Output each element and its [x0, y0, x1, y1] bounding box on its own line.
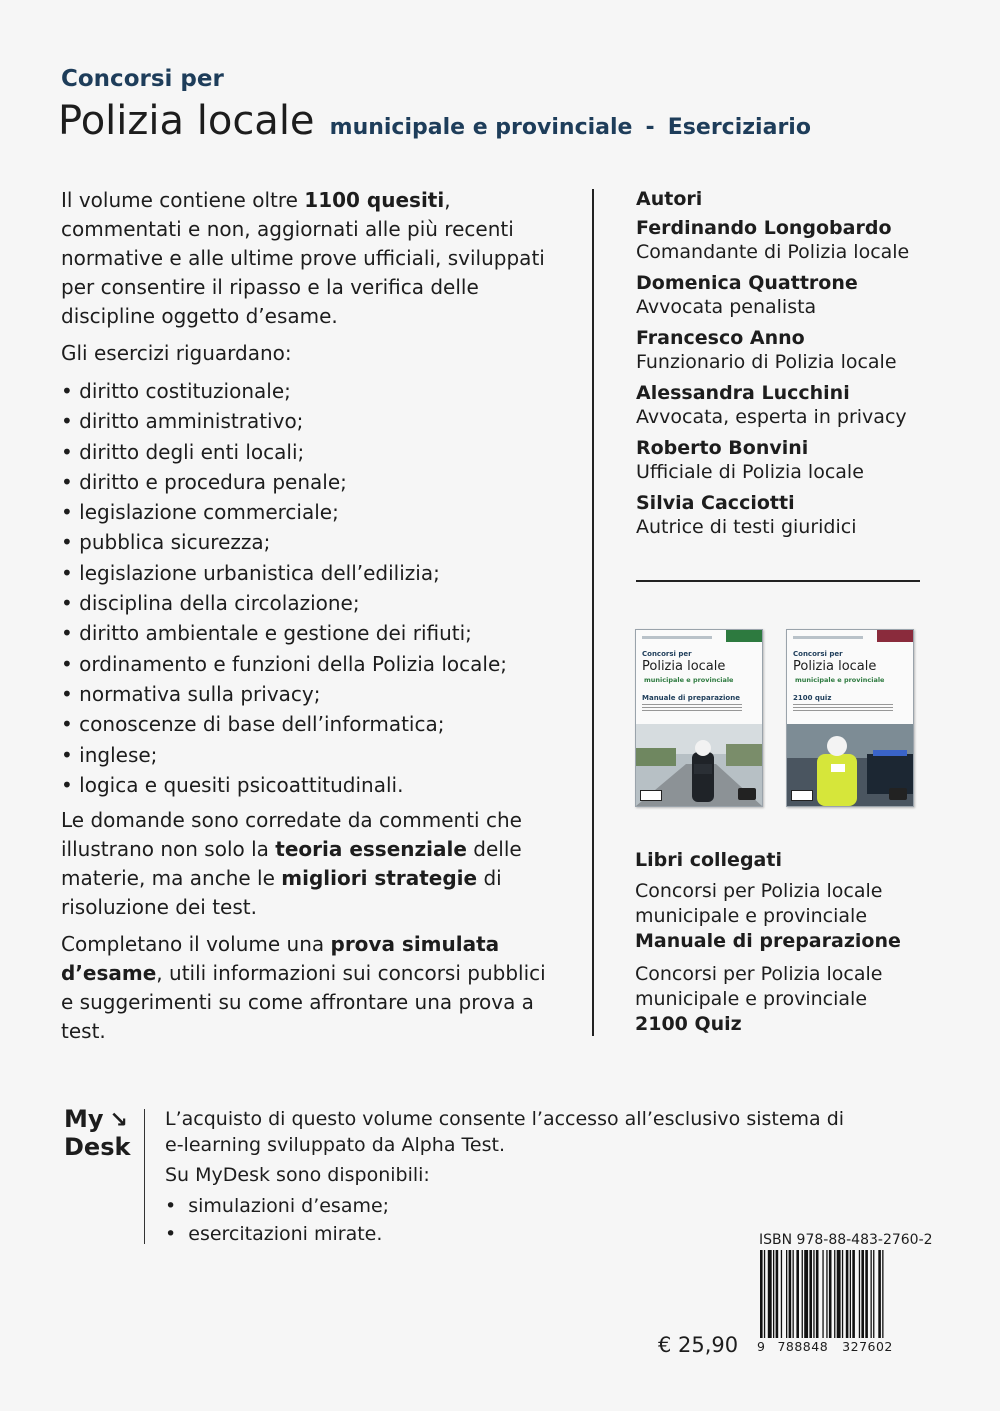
comments-paragraph	[61, 806, 561, 922]
cover-label: Manuale di preparazione	[642, 694, 740, 702]
cover-subtitle: municipale e provinciale	[795, 676, 885, 684]
comments-highlight: teoria essenziale	[275, 837, 467, 862]
cover-title: Polizia locale	[793, 659, 877, 674]
barcode-bar	[837, 1250, 841, 1338]
comments-text: delle materie, ma anche le	[61, 837, 522, 891]
author-name: Silvia Cacciotti	[636, 492, 795, 514]
barcode-bar	[764, 1250, 765, 1338]
description	[61, 186, 561, 1054]
list-item: • diritto costituzionale;	[61, 376, 561, 406]
book-line: municipale e provinciale	[635, 988, 868, 1010]
barcode-bar	[882, 1250, 883, 1338]
completion-paragraph	[61, 930, 561, 1046]
barcode-bar	[822, 1250, 823, 1338]
barcode-bar	[768, 1250, 772, 1338]
cover-badge	[791, 790, 813, 801]
barcode-bar	[829, 1250, 832, 1338]
author-role: Ufficiale di Polizia locale	[636, 461, 864, 483]
list-item: • diritto ambientale e gestione dei rifiuti;	[61, 618, 561, 648]
completion-text: Completano il volume una	[61, 932, 331, 957]
mydesk-logo	[64, 1106, 130, 1161]
comments-text: Le domande sono corredate da commenti che illustrano non solo la	[61, 808, 522, 862]
author-role: Avvocata, esperta in privacy	[636, 406, 907, 428]
cover-kicker: Concorsi per	[642, 650, 692, 658]
mydesk-logo-my: My	[64, 1105, 104, 1133]
barcode-digit-group: 788848	[777, 1339, 829, 1354]
mydesk-divider	[144, 1109, 145, 1244]
barcode-digit-first: 9	[757, 1339, 766, 1354]
book-line: Concorsi per Polizia locale	[635, 963, 883, 985]
barcode-bar	[789, 1250, 792, 1338]
barcode-bar	[859, 1250, 860, 1338]
header-kicker: Concorsi per	[61, 66, 224, 92]
author-name: Roberto Bonvini	[636, 437, 809, 459]
author-role: Funzionario di Polizia locale	[636, 351, 897, 373]
barcode-bar	[796, 1250, 799, 1338]
list-item: • ordinamento e funzioni della Polizia locale;	[61, 649, 561, 679]
related-books	[635, 847, 965, 1045]
barcode-bar	[878, 1250, 881, 1338]
barcode-bar	[816, 1250, 819, 1338]
author-name: Alessandra Lucchini	[636, 382, 850, 404]
topics-list	[61, 376, 561, 800]
author-name: Francesco Anno	[636, 327, 805, 349]
intro-highlight: 1100 quesiti	[304, 188, 445, 212]
list-item: • diritto e procedura penale;	[61, 467, 561, 497]
author-name: Domenica Quattrone	[636, 272, 858, 294]
section-divider	[636, 580, 920, 582]
book-line: Concorsi per Polizia locale	[635, 880, 883, 902]
comments-highlight: migliori strategie	[281, 866, 478, 891]
barcode-bar	[861, 1250, 864, 1338]
author-item	[636, 491, 966, 540]
list-item: • logica e quesiti psicoattitudinali.	[61, 770, 561, 800]
barcode-digits	[757, 1339, 927, 1354]
book-edition: Manuale di preparazione	[635, 930, 901, 952]
book-subtitle: municipale e provinciale	[329, 115, 633, 140]
cover-topline	[642, 636, 712, 639]
publisher-logo-icon	[889, 788, 907, 800]
barcode-bar	[826, 1250, 827, 1338]
author-role: Avvocata penalista	[636, 296, 817, 318]
author-role: Comandante di Polizia locale	[636, 241, 910, 263]
column-divider	[592, 189, 594, 1036]
header-title-line	[58, 98, 811, 144]
barcode-bar	[852, 1250, 855, 1338]
cover-text-lines	[642, 704, 742, 712]
author-item	[636, 216, 966, 265]
book-title: Polizia locale	[58, 98, 315, 144]
mydesk-logo-desk: Desk	[64, 1133, 131, 1161]
barcode-bar	[871, 1250, 872, 1338]
author-name: Ferdinando Longobardo	[636, 217, 892, 239]
cover-topline	[793, 636, 863, 639]
author-item	[636, 381, 966, 430]
cover-thumbnail-manuale	[635, 629, 763, 807]
related-heading: Libri collegati	[635, 849, 782, 871]
list-item: • conoscenze di base dell’informatica;	[61, 709, 561, 739]
authors-section	[636, 186, 966, 546]
barcode-bar	[809, 1250, 812, 1338]
mydesk-intro: Su MyDesk sono disponibili:	[165, 1164, 430, 1186]
author-item	[636, 326, 966, 375]
price: € 25,90	[658, 1333, 739, 1357]
comments-text: di risoluzione dei test.	[61, 866, 502, 920]
authors-heading: Autori	[636, 188, 703, 210]
barcode-icon	[760, 1250, 922, 1338]
author-role: Autrice di testi giuridici	[636, 516, 857, 538]
list-item: • esercitazioni mirate.	[165, 1220, 865, 1248]
book-edition: 2100 Quiz	[635, 1013, 742, 1035]
cover-tag	[726, 630, 762, 642]
barcode-bar	[786, 1250, 787, 1338]
cover-text-lines	[793, 704, 893, 712]
barcode-bar	[842, 1250, 843, 1338]
author-item	[636, 271, 966, 320]
title-separator: -	[645, 115, 655, 140]
barcode-bar	[804, 1250, 808, 1338]
cover-subtitle: municipale e provinciale	[644, 676, 734, 684]
cover-badge	[640, 790, 662, 801]
barcode-bar	[781, 1250, 782, 1338]
list-item: • diritto amministrativo;	[61, 406, 561, 436]
intro-text-rest: , commentati e non, aggiornati alle più recenti normative e alle ultime prove ufficiali, sviluppati per consentire il ripasso e la verifica delle discipline oggetto d’esame.	[61, 188, 545, 328]
book-series: Eserciziario	[667, 115, 811, 140]
intro-text: Il volume contiene oltre	[61, 188, 305, 212]
list-item: • normativa sulla privacy;	[61, 679, 561, 709]
related-book	[635, 962, 965, 1037]
barcode-bar	[776, 1250, 779, 1338]
cover-thumbnail-quiz	[786, 629, 914, 807]
barcode-digit-group: 327602	[842, 1339, 893, 1354]
topics-intro: Gli esercizi riguardano:	[61, 341, 292, 365]
list-item: • simulazioni d’esame;	[165, 1192, 865, 1220]
barcode-bar	[802, 1250, 803, 1338]
isbn-label: ISBN 978-88-483-2760-2	[759, 1232, 933, 1248]
barcode-bar	[834, 1250, 835, 1338]
arrow-down-right-icon: ↘	[109, 1108, 128, 1133]
barcode-bar	[793, 1250, 794, 1338]
barcode-bar	[760, 1250, 763, 1338]
barcode-bar	[850, 1250, 851, 1338]
list-item: • legislazione commerciale;	[61, 497, 561, 527]
list-item: • diritto degli enti locali;	[61, 437, 561, 467]
mydesk-info	[165, 1106, 865, 1248]
list-item: • inglese;	[61, 740, 561, 770]
cover-label: 2100 quiz	[793, 694, 832, 702]
mydesk-description: L’acquisto di questo volume consente l’accesso all’esclusivo sistema di e-learning sviluppato da Alpha Test.	[165, 1108, 845, 1156]
barcode-bar	[865, 1250, 868, 1338]
description-intro	[61, 186, 561, 331]
barcode-bar	[773, 1250, 774, 1338]
cover-title: Polizia locale	[642, 659, 726, 674]
publisher-logo-icon	[738, 788, 756, 800]
barcode-bar	[873, 1250, 874, 1338]
completion-highlight: prova simulata d’esame	[61, 932, 500, 986]
list-item: • pubblica sicurezza;	[61, 527, 561, 557]
list-item: • disciplina della circolazione;	[61, 588, 561, 618]
author-item	[636, 436, 966, 485]
related-book	[635, 879, 965, 954]
completion-text: , utili informazioni sui concorsi pubblici e suggerimenti su come affrontare una prova a test.	[61, 961, 546, 1044]
cover-tag	[877, 630, 913, 642]
barcode-bar	[813, 1250, 814, 1338]
book-line: municipale e provinciale	[635, 905, 868, 927]
list-item: • legislazione urbanistica dell’edilizia;	[61, 558, 561, 588]
cover-kicker: Concorsi per	[793, 650, 843, 658]
barcode-bar	[846, 1250, 849, 1338]
